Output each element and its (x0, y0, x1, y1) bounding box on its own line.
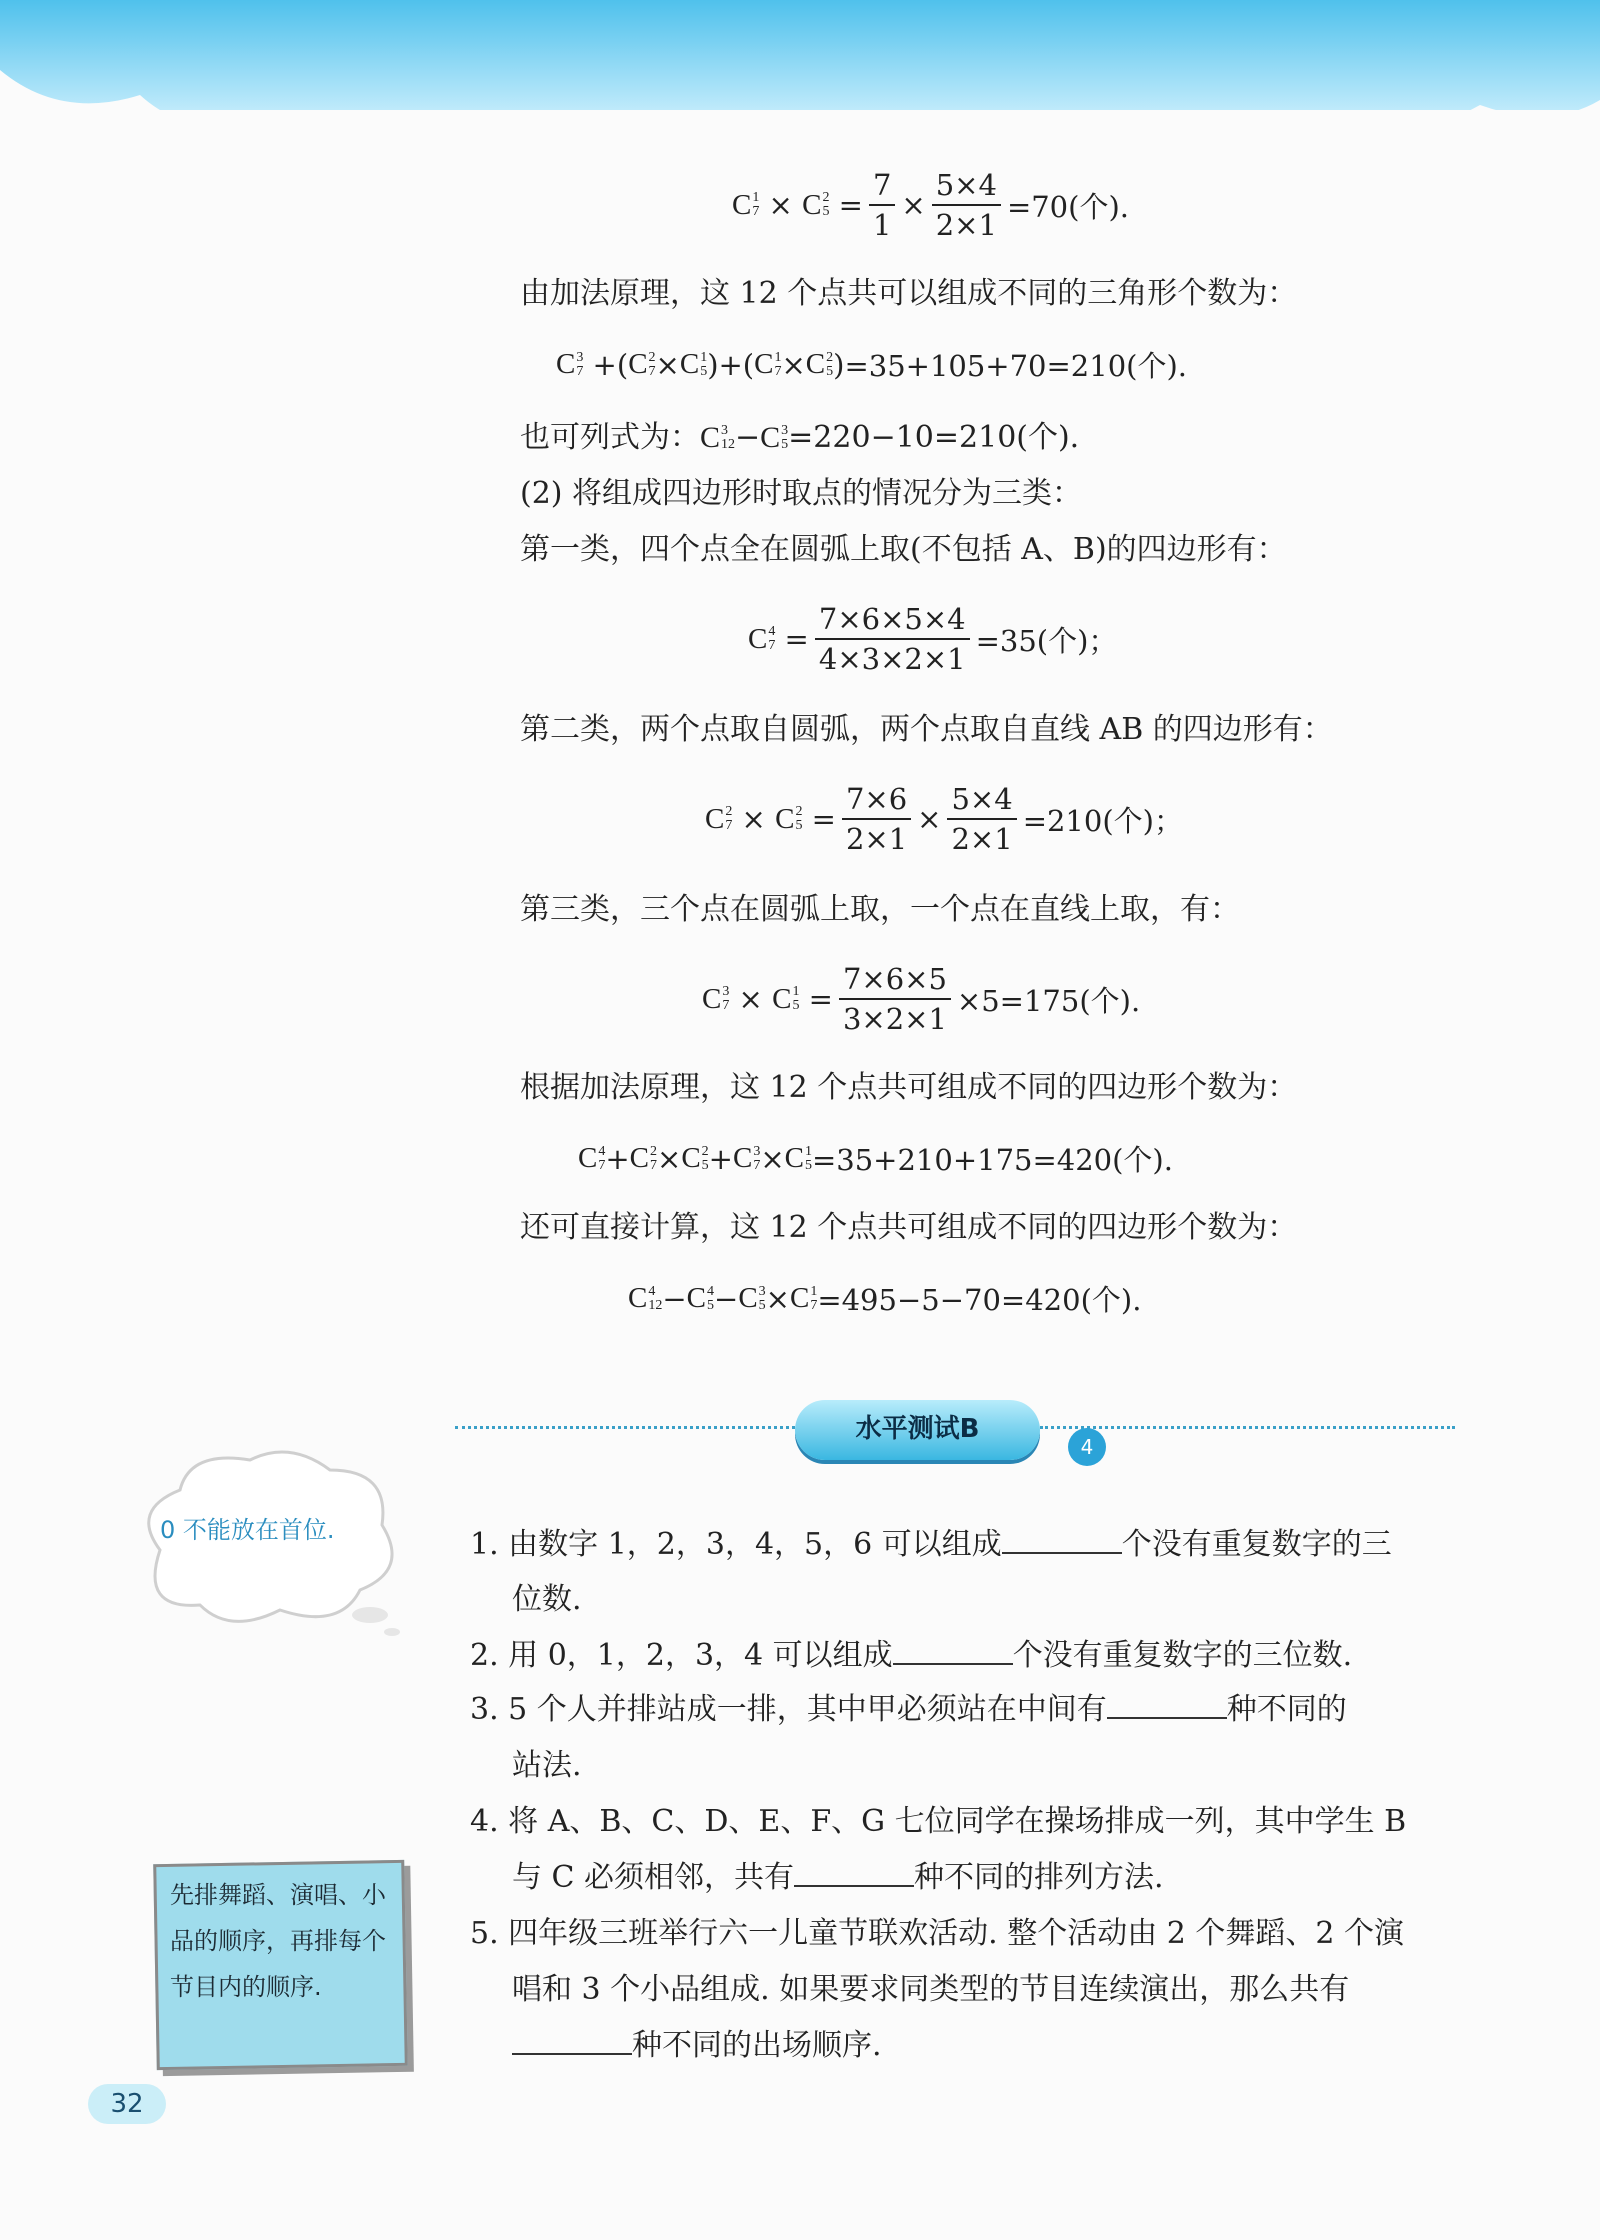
exercise-5-cont2 (512, 2026, 882, 2066)
formula-8-result: =495−5−70=420(个). (817, 1283, 1142, 1317)
exercise-3 (470, 1690, 1347, 1730)
formula-7-result: =35+210+175=420(个). (811, 1143, 1173, 1177)
text-addition-quad: 根据加法原理，这 12 个点共可组成不同的四边形个数为： (520, 1070, 1298, 1105)
formula-5-result: =210(个)； (1022, 803, 1183, 838)
exercise-3-cont: 站法. (512, 1748, 582, 1783)
page-number: 32 (88, 2084, 166, 2124)
section-divider-right (1040, 1426, 1455, 1429)
formula-4: C 4 7 = $\frac{7\times 6\times 5\times 4}{4\times 3\times 2\times 1}$ =35(个)； (748, 602, 1118, 676)
test-badge-number: 4 (1068, 1428, 1106, 1466)
text-class1: 第一类，四个点全在圆弧上取(不包括 A、B)的四边形有： (520, 532, 1287, 567)
formula-5: C 2 7 × C 2 5 = $\frac{7\times 6}{2\times 1}$ × $\frac{5\times 4}{2\times 1}$ =210(个)； (705, 782, 1183, 856)
text-class2: 第二类，两个点取自圆弧，两个点取自直线 AB 的四边形有： (520, 712, 1333, 747)
formula-4-result: =35(个)； (975, 623, 1118, 658)
formula-3-result: =220−10=210(个). (788, 420, 1080, 455)
text-also: 也可列式为：C 3 12 −C 3 5 =220−10=210(个). (520, 420, 1080, 455)
formula-7: C 4 7 + C 2 7 × C 2 5 + C 3 7 × C 1 5 =35+210+175=420(个). (578, 1138, 1173, 1179)
exercise-2 (470, 1636, 1352, 1676)
exercise-text: 四年级三班举行六一儿童节联欢活动. 整个活动由 2 个舞蹈、2 个演 (508, 1916, 1405, 1951)
exercise-1 (470, 1525, 1392, 1565)
text-direct: 还可直接计算，这 12 个点共可组成不同的四边形个数为： (520, 1210, 1298, 1245)
text-addition-triangle: 由加法原理，这 12 个点共可以组成不同的三角形个数为： (520, 276, 1298, 311)
formula-6: C 3 7 × C 1 5 = $\frac{7\times 6\times 5}{3\times 2\times 1}$ ×5=175(个). (702, 962, 1141, 1036)
text-part2: (2) 将组成四边形时取点的情况分为三类： (520, 476, 1083, 511)
exercise-text: 个没有重复数字的三位数. (1012, 1638, 1353, 1673)
exercise-text: 由数字 1，2，3，4，5，6 可以组成 (508, 1527, 1002, 1562)
formula-8: C 4 12 − C 4 5 − C 3 5 × C 1 7 =495−5−70=420(个). (628, 1278, 1141, 1319)
exercise-number: 4. (470, 1804, 499, 1839)
exercise-text: 个没有重复数字的三 (1121, 1527, 1392, 1562)
exercise-text: 种不同的排列方法. (914, 1860, 1164, 1895)
exercise-number: 1. (470, 1527, 499, 1562)
text-class3: 第三类，三个点在圆弧上取，一个点在直线上取，有： (520, 892, 1240, 927)
test-title-badge: 水平测试B (795, 1400, 1040, 1460)
exercise-text: 与 C 必须相邻，共有 (512, 1860, 795, 1895)
exercise-4 (470, 1802, 1406, 1842)
section-divider-left (455, 1426, 795, 1429)
formula-2-result: =35+105+70=210(个). (844, 349, 1188, 383)
also-label: 也可列式为： (520, 420, 700, 455)
side-note-zero: 0 不能放在首位. (160, 1516, 335, 1544)
cloud-header-decoration (0, 0, 1600, 170)
exercise-text: 种不同的 (1226, 1692, 1347, 1727)
exercise-number: 2. (470, 1638, 499, 1673)
exercise-4-cont (512, 1858, 1164, 1898)
exercise-number: 5. (470, 1916, 499, 1951)
exercise-text: 种不同的出场顺序. (632, 2028, 882, 2063)
exercise-1-cont: 位数. (512, 1582, 582, 1617)
formula-1: C 1 7 × C 2 5 = $\frac{7}{1}$ × $\frac{5\times 4}{2\times 1}$ =70(个). (732, 168, 1129, 242)
exercise-number: 3. (470, 1692, 499, 1727)
exercise-5-cont: 唱和 3 个小品组成. 如果要求同类型的节目连续演出，那么共有 (512, 1972, 1350, 2007)
exercise-5 (470, 1914, 1404, 1954)
answer-blank[interactable] (512, 2031, 632, 2055)
answer-blank[interactable] (794, 1863, 914, 1887)
exercise-text: 用 0，1，2，3，4 可以组成 (508, 1638, 893, 1673)
answer-blank[interactable] (893, 1641, 1013, 1665)
formula-6-result: ×5=175(个). (956, 983, 1141, 1018)
exercise-text: 5 个人并排站成一排，其中甲必须站在中间有 (508, 1692, 1107, 1727)
formula-2: C 3 7 +( C 2 7 × C 1 5 )+( C 1 7 × C 2 5 ) =35+105+70=210(个). (556, 344, 1187, 385)
answer-blank[interactable] (1107, 1695, 1227, 1719)
exercise-text: 将 A、B、C、D、E、F、G 七位同学在操场排成一列，其中学生 B (508, 1804, 1407, 1839)
formula-1-result: =70(个). (1006, 189, 1129, 224)
side-note-order: 先排舞蹈、演唱、小品的顺序，再排每个节目内的顺序. (170, 1881, 386, 2001)
answer-blank[interactable] (1002, 1530, 1122, 1554)
